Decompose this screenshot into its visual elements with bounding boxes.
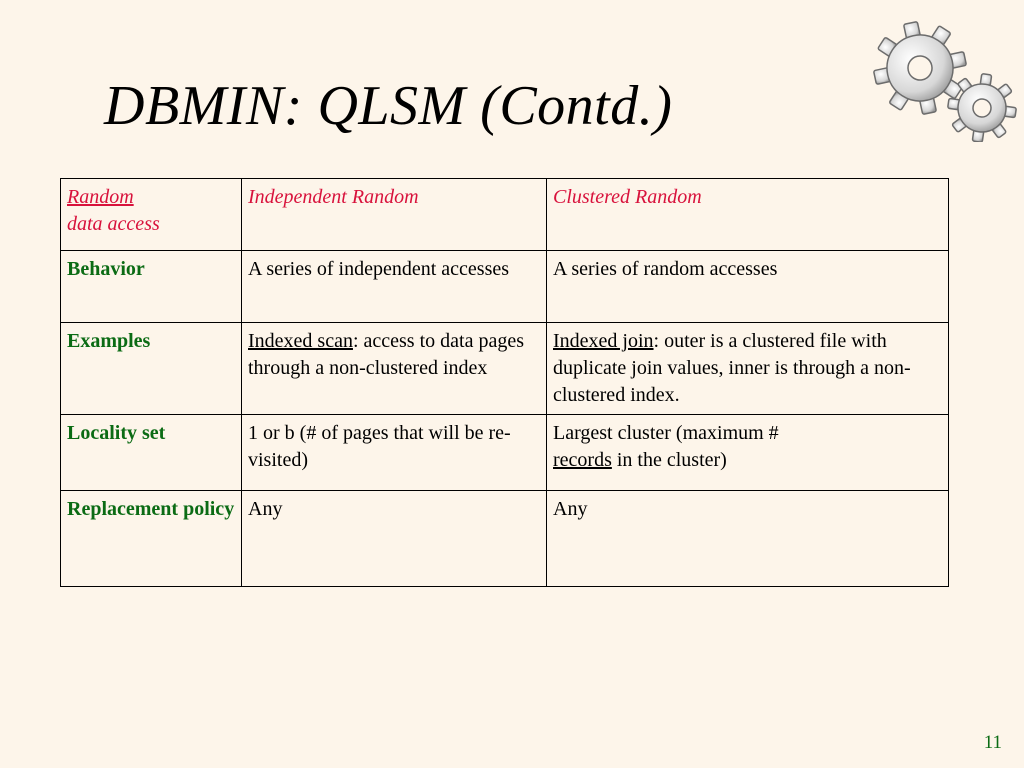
locality-clustered-pre: Largest cluster (maximum # <box>553 422 779 444</box>
cell-examples-independent <box>242 323 547 415</box>
gears-icon <box>860 18 1024 142</box>
table-row <box>61 251 949 323</box>
indexed-scan-term: Indexed scan <box>248 330 353 352</box>
cell-replacement-independent: Any <box>242 491 547 587</box>
cell-replacement-clustered: Any <box>547 491 949 587</box>
corner-cell <box>61 179 242 251</box>
indexed-join-term: Indexed join <box>553 330 654 352</box>
records-term: records <box>553 449 612 471</box>
page-number: 11 <box>983 732 1002 753</box>
row-label-examples: Examples <box>61 323 242 415</box>
indexed-scan-desc: : access to data pages through a non-clustered index <box>248 330 524 379</box>
indexed-join-desc: : outer is a clustered file with duplicate join values, inner is through a non-clustered index. <box>553 330 911 406</box>
col-header-independent: Independent Random <box>242 179 547 251</box>
cell-locality-clustered <box>547 415 949 491</box>
col-header-clustered: Clustered Random <box>547 179 949 251</box>
table-row <box>61 491 949 587</box>
row-label-behavior: Behavior <box>61 251 242 323</box>
table-row <box>61 415 949 491</box>
row-label-replacement: Replacement policy <box>61 491 242 587</box>
qlsm-table <box>60 178 949 587</box>
locality-clustered-post: in the cluster) <box>611 449 727 471</box>
corner-line2: data access <box>67 213 160 235</box>
cell-locality-independent: 1 or b (# of pages that will be re-visited) <box>242 415 547 491</box>
cell-behavior-clustered: A series of random accesses <box>547 251 949 323</box>
row-label-locality: Locality set <box>61 415 242 491</box>
cell-examples-clustered <box>547 323 949 415</box>
slide-title: DBMIN: QLSM (Contd.) <box>104 75 673 137</box>
table-header-row <box>61 179 949 251</box>
cell-behavior-independent: A series of independent accesses <box>242 251 547 323</box>
table-row <box>61 323 949 415</box>
corner-line1: Random <box>67 186 134 208</box>
